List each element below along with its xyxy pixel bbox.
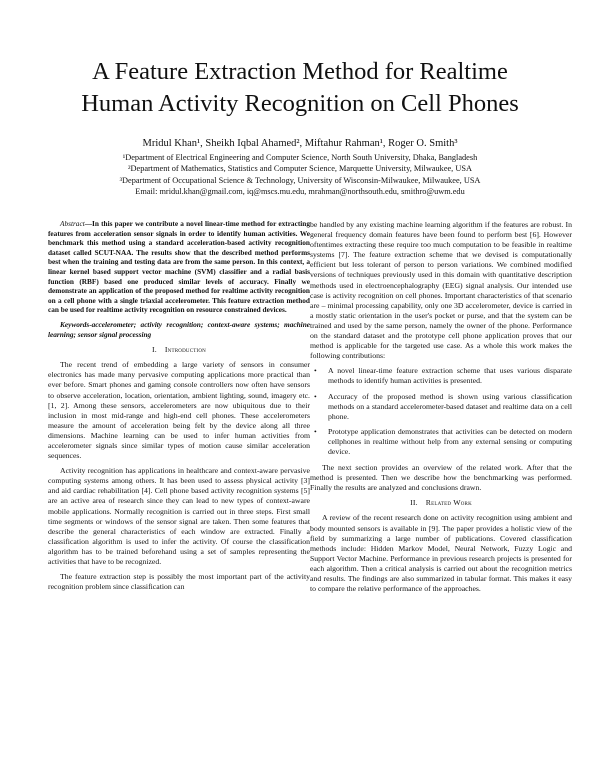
bullet-icon: •	[314, 366, 317, 376]
intro-paragraph-2: Activity recognition has applications in healthcare and context-aware pervasive computing systems among others. It has been used to assess physical activity [3] and aid cardiac rehabilitation [4]. Cell phone based activity recognition systems [5] are an active area of research since they can lead to new types of context-aware mobile applications. Normally recognition is carried out in three steps. First small time segments or windows of the sensor signal are taken. Then some features that describe the general characteristics of each window are extracted. Finally a classification algorithm is used to infer the activity. Of course the classification algorithm has to be trained beforehand using a set of samples representing the activities that have to be recognized.	[48, 466, 310, 566]
author-list: Mridul Khan¹, Sheikh Iqbal Ahamed², Miftahur Rahman¹, Roger O. Smith³	[142, 138, 458, 149]
abstract-lead: Abstract	[60, 219, 85, 228]
intro-paragraph-1: The recent trend of embedding a large variety of sensors in consumer electronics has made many pervasive computing applications more practical than ever before. Smart phones and gaming console controllers now often have sensors to observe acceleration, location, orientation, ambient lighting, sound, imagery etc. [1, 2]. Among these sensors, accelerometers are now ubiquitous due to their inclusion in most mid-range and high-end cell phones. These accelerometers measure the amount of acceleration being felt by the device along all three dimensions. Machine learning can be used to infer human activities from accelerometer signals since similar types of motion cause similar acceleration sequences.	[48, 360, 310, 461]
list-item	[310, 427, 572, 457]
contribution-text: A novel linear-time feature extraction scheme that uses various disparate methods to identify human activities is presented.	[328, 366, 572, 386]
contribution-text: Prototype application demonstrates that activities can be detected on modern cellphones in realtime without help from any external sensing or computing device.	[328, 426, 572, 456]
contribution-text: Accuracy of the proposed method is shown using various classification methods on a standard accelerometer-based dataset and realtime data on a cell phone.	[328, 391, 572, 421]
abstract-text: —In this paper we contribute a novel linear-time method for extracting features from acceleration sensor signals in order to identify human activities. We benchmark this method using a standard acceleration-based activity recognition dataset called SCUT-NAA. The results show that the described method performs best when the training and testing data are from the same person. In this context, a linear kernel based support vector machine (SVM) classifier and a radial basis function (RBF) based one produced similar levels of accuracy. Finally we demonstrate an application of the proposed method for realtime activity recognition on a cell phone with a single triaxial accelerometer. This feature extraction method can be used for realtime activity recognition on resource constrained devices.	[48, 219, 310, 315]
affiliation-3: ³Department of Occupational Science & Technology, University of Wisconsin-Milwaukee, Milwaukee, USA	[119, 175, 481, 185]
title-line-2: Human Activity Recognition on Cell Phones	[81, 90, 519, 117]
section-heading-introduction	[48, 345, 310, 355]
abstract	[48, 219, 310, 315]
outline-paragraph: The next section provides an overview of the related work. After that the method is presented. Then we describe how the benchmarking was performed. Finally the results are analyzed and conclusions drawn.	[310, 463, 572, 493]
affiliation-2: ²Department of Mathematics, Statistics and Computer Science, Marquette University, Milwaukee, USA	[128, 164, 472, 174]
affiliation-1: ¹Department of Electrical Engineering and Computer Science, North South University, Dhaka, Bangladesh	[122, 153, 478, 162]
bullet-icon: •	[314, 426, 317, 436]
related-work-paragraph-1: A review of the recent research done on activity recognition using ambient and body mounted sensors is available in [9]. The paper provides a holistic view of the field by summarizing a large number of publications. Covered classification methods include: Hidden Markov Model, Neural Network, Fuzzy Logic and Support Vector Machine. Performance in previous research projects is presented for each algorithm. Then a critical analysis is carried out about the recognition metrics and results. The findings are also summarized in tabular format. This makes it easy to compare the relative performance of the approaches.	[310, 513, 572, 594]
intro-continuation: be handled by any existing machine learning algorithm if the features are robust. In general frequency domain features have been found to perform best [6]. However oftentimes extracting these require too much computation to be feasible in realtime systems [7]. The feature extraction scheme that we devised is computationally efficient but less tolerant of person to person variations. We combined modified versions of techniques previously used in this domain with quantitative description methods used in electroencephalography (EEG) signal analysis. Our intended use case is activity recognition on cell phones. Important characteristics of that scenario are – minimal processing capability, only one 3D accelerometer, device is carried in a mostly static orientation in the user's pocket or purse, and that the system can be trained and used by the same person, namely the owner of the phone. Performance on the standard dataset and the prototype cell phone application proves that our method is applicable for the targeted use case. As a whole this work makes the following contributions:	[310, 220, 572, 361]
section-number: I.	[151, 345, 157, 355]
bullet-icon: •	[314, 391, 317, 401]
right-column	[310, 220, 572, 599]
list-item	[310, 366, 572, 386]
title-line-1: A Feature Extraction Method for Realtime	[92, 58, 508, 85]
left-column	[48, 219, 310, 597]
section-title: Introduction	[164, 345, 206, 355]
affiliations	[20, 152, 580, 198]
intro-paragraph-3: The feature extraction step is possibly the most important part of the activity recognition problem since classification can	[48, 572, 310, 592]
contribution-list	[310, 366, 572, 457]
section-heading-related-work	[310, 498, 572, 508]
list-item	[310, 392, 572, 422]
keywords: Keywords-accelerometer; activity recognition; context-aware systems; machine learning; sensor signal processing	[48, 319, 310, 339]
section-number: II.	[410, 498, 418, 508]
paper-title	[30, 56, 570, 120]
section-title: Related Work	[425, 498, 472, 508]
author-emails: Email: mridul.khan@gmail.com, iq@mscs.mu.edu, mrahman@northsouth.edu, smithro@uwm.edu	[135, 187, 465, 197]
